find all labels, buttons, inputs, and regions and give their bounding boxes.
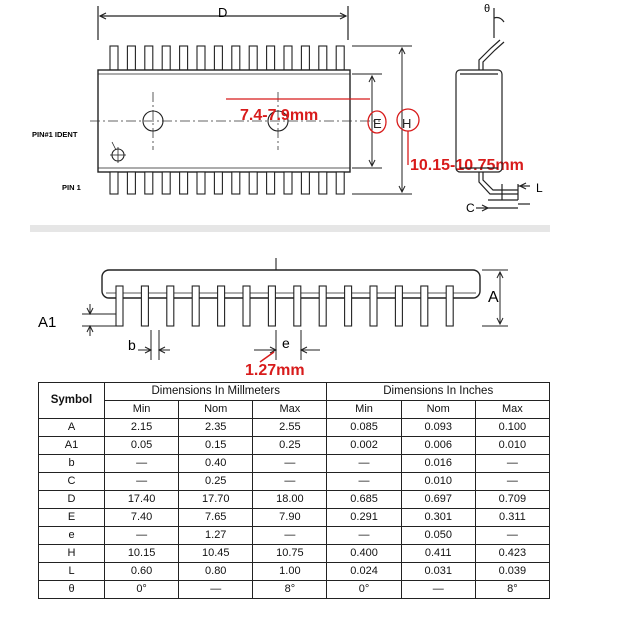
value-cell: — [401, 581, 475, 599]
table-row [39, 419, 550, 437]
value-cell: 0.60 [105, 563, 179, 581]
pin [301, 46, 309, 70]
annotation-e-value: 7.4-7.9mm [240, 107, 319, 124]
pin [301, 172, 309, 194]
value-cell: — [253, 473, 327, 491]
value-cell: 0.002 [327, 437, 401, 455]
pin [127, 46, 135, 70]
table-row [39, 581, 550, 599]
value-cell: 0.25 [253, 437, 327, 455]
pin [180, 172, 188, 194]
label-l: L [536, 181, 543, 195]
value-cell: 1.27 [179, 527, 253, 545]
symbol-cell: H [39, 545, 105, 563]
pin [336, 46, 344, 70]
value-cell: — [327, 473, 401, 491]
symbol-cell: b [39, 455, 105, 473]
dimensions-table [38, 382, 550, 599]
label-theta: θ [484, 3, 491, 15]
label-a1: A1 [38, 314, 57, 331]
value-cell: 7.40 [105, 509, 179, 527]
sub-header: Min [105, 401, 179, 419]
pin [127, 172, 135, 194]
value-cell: 0.085 [327, 419, 401, 437]
pin [249, 46, 257, 70]
mm-header: Dimensions In Millmeters [105, 383, 327, 401]
label-e-pitch: e [282, 335, 290, 351]
pin1-label: PIN 1 [62, 183, 81, 192]
symbol-header: Symbol [39, 383, 105, 419]
value-cell: 17.70 [179, 491, 253, 509]
pin [162, 172, 170, 194]
top-pins-upper [110, 46, 344, 70]
symbol-cell: D [39, 491, 105, 509]
pin [110, 46, 118, 70]
value-cell: 0° [327, 581, 401, 599]
table-row [39, 437, 550, 455]
pin [214, 172, 222, 194]
value-cell: 0.010 [475, 437, 549, 455]
pin [268, 286, 275, 326]
value-cell: 0.301 [401, 509, 475, 527]
label-c: C [466, 201, 475, 215]
value-cell: 0.311 [475, 509, 549, 527]
sub-header: Min [327, 401, 401, 419]
pin [319, 286, 326, 326]
top-pins-lower [110, 172, 344, 194]
value-cell: 7.90 [253, 509, 327, 527]
pin [446, 286, 453, 326]
value-cell: 0.05 [105, 437, 179, 455]
pin [345, 286, 352, 326]
panel-divider [30, 225, 550, 232]
value-cell: — [179, 581, 253, 599]
pin [267, 46, 275, 70]
value-cell: 17.40 [105, 491, 179, 509]
inches-header: Dimensions In Inches [327, 383, 550, 401]
value-cell: 0.039 [475, 563, 549, 581]
pin [180, 46, 188, 70]
top-view-drawing [30, 0, 550, 225]
value-cell: 0.291 [327, 509, 401, 527]
value-cell: — [105, 455, 179, 473]
table-row [39, 509, 550, 527]
value-cell: 18.00 [253, 491, 327, 509]
value-cell: 0.400 [327, 545, 401, 563]
pin [141, 286, 148, 326]
value-cell: — [105, 473, 179, 491]
table-row [39, 527, 550, 545]
value-cell: 0° [105, 581, 179, 599]
pin [395, 286, 402, 326]
value-cell: 0.024 [327, 563, 401, 581]
value-cell: 0.411 [401, 545, 475, 563]
sub-header: Nom [401, 401, 475, 419]
value-cell: 0.80 [179, 563, 253, 581]
pin [218, 286, 225, 326]
value-cell: — [105, 527, 179, 545]
pin [243, 286, 250, 326]
value-cell: — [253, 527, 327, 545]
pin [162, 46, 170, 70]
pin [319, 46, 327, 70]
pin [249, 172, 257, 194]
table-row [39, 545, 550, 563]
value-cell: — [475, 473, 549, 491]
side-view-drawing [30, 232, 550, 377]
value-cell: 0.709 [475, 491, 549, 509]
pin [167, 286, 174, 326]
table-row [39, 563, 550, 581]
pin1-ident-label: PIN#1 IDENT [32, 130, 78, 139]
value-cell: 0.016 [401, 455, 475, 473]
value-cell: 0.100 [475, 419, 549, 437]
pin [145, 172, 153, 194]
pin [319, 172, 327, 194]
value-cell: 0.25 [179, 473, 253, 491]
value-cell: 0.010 [401, 473, 475, 491]
pin [232, 46, 240, 70]
pin [370, 286, 377, 326]
value-cell: 0.697 [401, 491, 475, 509]
value-cell: 10.75 [253, 545, 327, 563]
symbol-cell: θ [39, 581, 105, 599]
symbol-cell: A [39, 419, 105, 437]
pin [421, 286, 428, 326]
label-d: D [218, 5, 228, 20]
pin [284, 172, 292, 194]
value-cell: 2.55 [253, 419, 327, 437]
value-cell: 2.15 [105, 419, 179, 437]
pin [110, 172, 118, 194]
value-cell: 0.40 [179, 455, 253, 473]
value-cell: 8° [475, 581, 549, 599]
pin [336, 172, 344, 194]
symbol-cell: L [39, 563, 105, 581]
pin [267, 172, 275, 194]
pin [214, 46, 222, 70]
table-row [39, 455, 550, 473]
value-cell: 0.15 [179, 437, 253, 455]
label-e: E [373, 116, 382, 131]
pin [116, 286, 123, 326]
symbol-cell: e [39, 527, 105, 545]
label-a: A [488, 289, 499, 306]
lead-profile [456, 8, 530, 211]
value-cell: — [475, 455, 549, 473]
value-cell: — [253, 455, 327, 473]
value-cell: — [327, 527, 401, 545]
pin [197, 46, 205, 70]
value-cell: 8° [253, 581, 327, 599]
label-b: b [128, 337, 136, 353]
value-cell: 7.65 [179, 509, 253, 527]
value-cell: 0.423 [475, 545, 549, 563]
value-cell: 10.45 [179, 545, 253, 563]
sub-header: Max [253, 401, 327, 419]
symbol-cell: E [39, 509, 105, 527]
pin [284, 46, 292, 70]
value-cell: 2.35 [179, 419, 253, 437]
value-cell: 0.031 [401, 563, 475, 581]
annotation-e-value: 1.27mm [245, 362, 305, 377]
pin [294, 286, 301, 326]
symbol-cell: A1 [39, 437, 105, 455]
value-cell: 0.685 [327, 491, 401, 509]
pin [232, 172, 240, 194]
symbol-cell: C [39, 473, 105, 491]
value-cell: 0.093 [401, 419, 475, 437]
pin [145, 46, 153, 70]
side-view-panel [30, 232, 550, 377]
value-cell: 10.15 [105, 545, 179, 563]
annotation-h-value: 10.15-10.75mm [410, 157, 524, 174]
label-h: H [402, 116, 412, 131]
pin [197, 172, 205, 194]
top-view-panel [30, 0, 550, 225]
sub-header: Max [475, 401, 549, 419]
table-row [39, 491, 550, 509]
value-cell: — [327, 455, 401, 473]
table-row [39, 473, 550, 491]
value-cell: 0.050 [401, 527, 475, 545]
value-cell: — [475, 527, 549, 545]
dimensions-table-body [39, 419, 550, 599]
sub-header: Nom [179, 401, 253, 419]
value-cell: 0.006 [401, 437, 475, 455]
pin [192, 286, 199, 326]
value-cell: 1.00 [253, 563, 327, 581]
